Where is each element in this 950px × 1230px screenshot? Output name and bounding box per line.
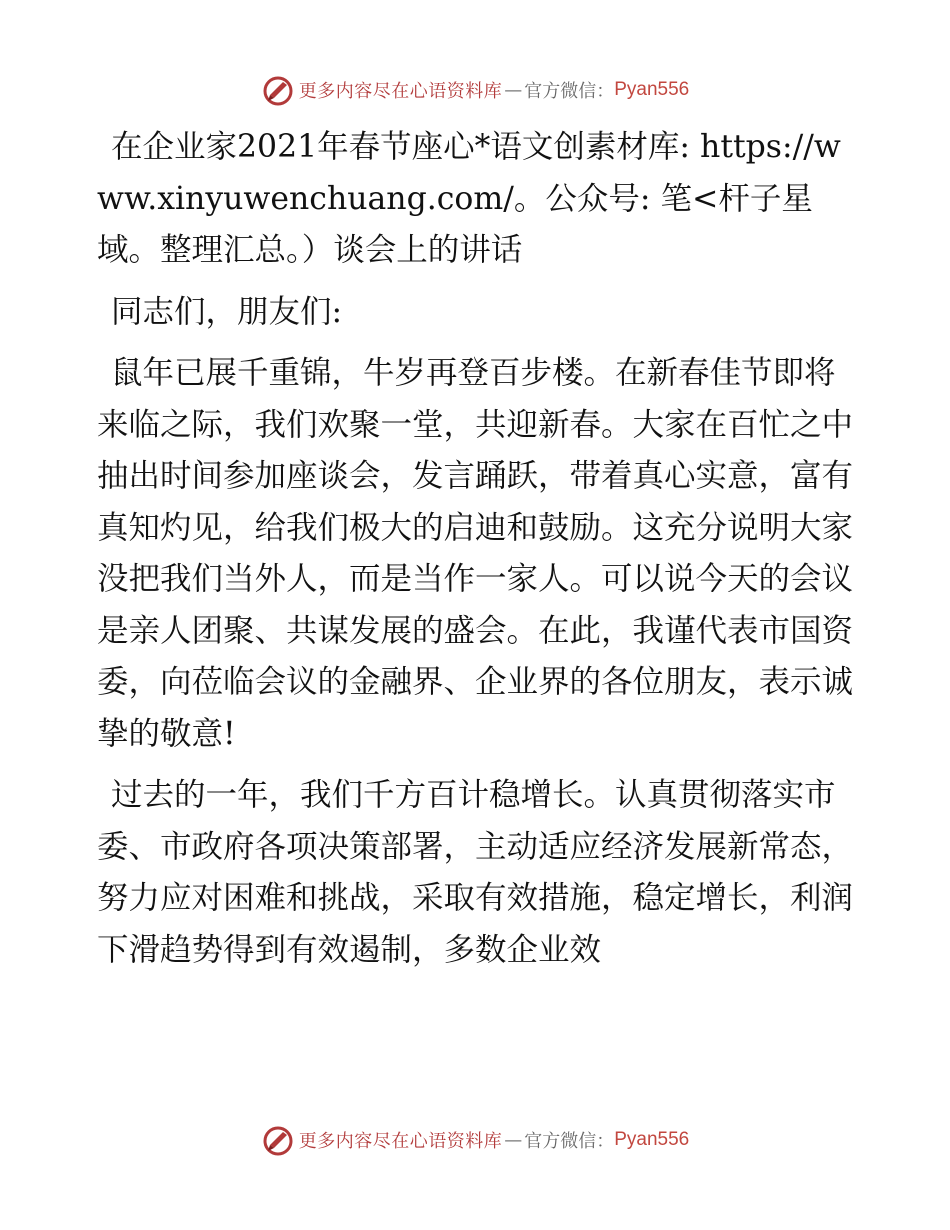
banner-text: 更多内容尽在心语资料库 [298, 1131, 503, 1152]
wechat-label: 官方微信： [524, 81, 615, 102]
logo-icon [261, 73, 295, 107]
paragraph-2: 过去的一年，我们千方百计稳增长。认真贯彻落实市委、市政府各项决策部署，主动适应经济发展新常态，努力应对困难和挑战，采取有效措施，稳定增长，利润下滑趋势得到有效遏制，多数企业效 [97, 777, 854, 968]
banner-text: 更多内容尽在心语资料库 [298, 81, 503, 102]
banner-separator: — [504, 1129, 523, 1151]
logo-icon [261, 1123, 295, 1157]
document-body [97, 122, 853, 986]
header-banner [0, 70, 950, 110]
document-title: 在企业家2021年春节座心*语文创素材库: https://www.xinyuwenchuang.com/。公众号: 笔<杆子星域。整理汇总。）谈会上的讲话 [97, 129, 841, 268]
wechat-label: 官方微信： [524, 1131, 615, 1152]
wechat-id: Pyan556 [614, 79, 690, 100]
greeting: 同志们，朋友们: [111, 293, 343, 330]
paragraph-1: 鼠年已展千重锦，牛岁再登百步楼。在新春佳节即将来临之际，我们欢聚一堂，共迎新春。大家在百忙之中抽出时间参加座谈会，发言踊跃，带着真心实意，富有真知灼见，给我们极大的启迪和鼓励。这充分说明大家没把我们当外人，而是当作一家人。可以说今天的会议是亲人团聚、共谋发展的盛会。在此，我谨代表市国资委，向莅临会议的金融界、企业界的各位朋友，表示诚挚的敬意! [97, 355, 854, 752]
footer-banner [0, 1120, 950, 1160]
wechat-id: Pyan556 [614, 1129, 690, 1150]
banner-separator: — [504, 79, 523, 101]
